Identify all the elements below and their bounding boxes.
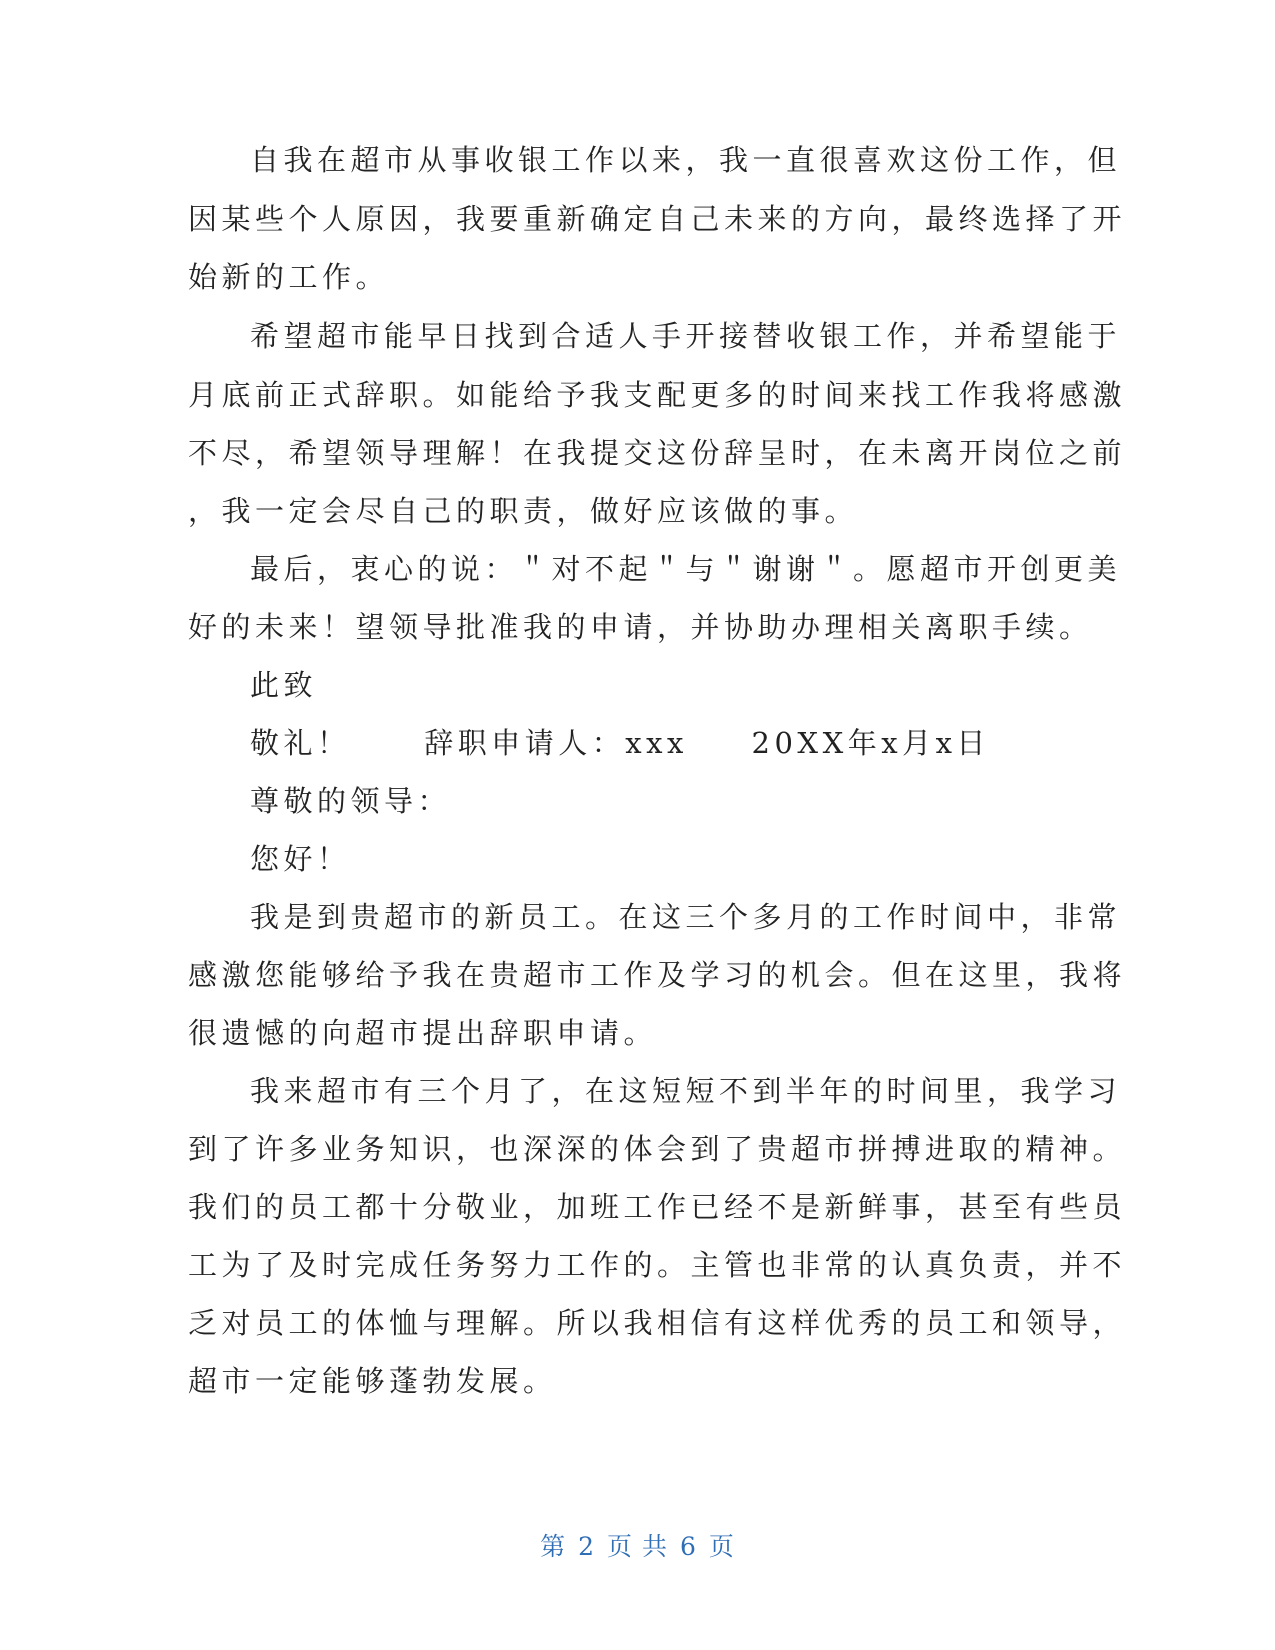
paragraph-line: 很遗憾的向超市提出辞职申请。	[188, 1016, 658, 1050]
applicant-name: 辞职申请人：xxx	[424, 726, 688, 760]
total-pages-number: 6	[679, 1532, 697, 1561]
greeting: 您好！	[250, 842, 351, 876]
footer-suffix: 页	[708, 1532, 735, 1561]
paragraph-line: 超市一定能够蓬勃发展。	[188, 1364, 557, 1398]
closing-signature-row	[250, 723, 990, 763]
closing-greeting: 此致	[250, 668, 318, 702]
paragraph-line: 工为了及时完成任务努力工作的。主管也非常的认真负责，并不	[188, 1248, 1127, 1282]
salute-text: 敬礼！	[250, 726, 351, 760]
paragraph-line: 不尽，希望领导理解！在我提交这份辞呈时，在未离开岗位之前	[188, 436, 1127, 470]
paragraph-line: 到了许多业务知识，也深深的体会到了贵超市拼搏进取的精神。	[188, 1132, 1127, 1166]
paragraph-line: 好的未来！望领导批准我的申请，并协助办理相关离职手续。	[188, 610, 1093, 644]
paragraph-line: ，我一定会尽自己的职责，做好应该做的事。	[188, 494, 859, 528]
paragraph-line: 我来超市有三个月了，在这短短不到半年的时间里，我学习	[250, 1074, 1122, 1108]
page-number-footer	[0, 1531, 1275, 1563]
footer-middle: 页 共	[607, 1532, 668, 1561]
paragraph-line: 我们的员工都十分敬业，加班工作已经不是新鲜事，甚至有些员	[188, 1190, 1127, 1224]
paragraph-line: 我是到贵超市的新员工。在这三个多月的工作时间中，非常	[250, 900, 1122, 934]
paragraph-line: 自我在超市从事收银工作以来，我一直很喜欢这份工作，但	[250, 143, 1122, 177]
signature-date: 20XX年x月x日	[751, 726, 990, 760]
paragraph-line: 感激您能够给予我在贵超市工作及学习的机会。但在这里，我将	[188, 958, 1127, 992]
footer-prefix: 第	[540, 1532, 567, 1561]
current-page-number: 2	[578, 1532, 596, 1561]
paragraph-line: 最后，衷心的说：＂对不起＂与＂谢谢＂。愿超市开创更美	[250, 552, 1122, 586]
paragraph-line: 乏对员工的体恤与理解。所以我相信有这样优秀的员工和领导，	[188, 1306, 1127, 1340]
paragraph-line: 因某些个人原因，我要重新确定自己未来的方向，最终选择了开	[188, 202, 1127, 236]
salutation: 尊敬的领导：	[250, 784, 452, 818]
paragraph-line: 月底前正式辞职。如能给予我支配更多的时间来找工作我将感激	[188, 378, 1127, 412]
paragraph-line: 希望超市能早日找到合适人手开接替收银工作，并希望能于	[250, 319, 1122, 353]
paragraph-line: 始新的工作。	[188, 260, 390, 294]
